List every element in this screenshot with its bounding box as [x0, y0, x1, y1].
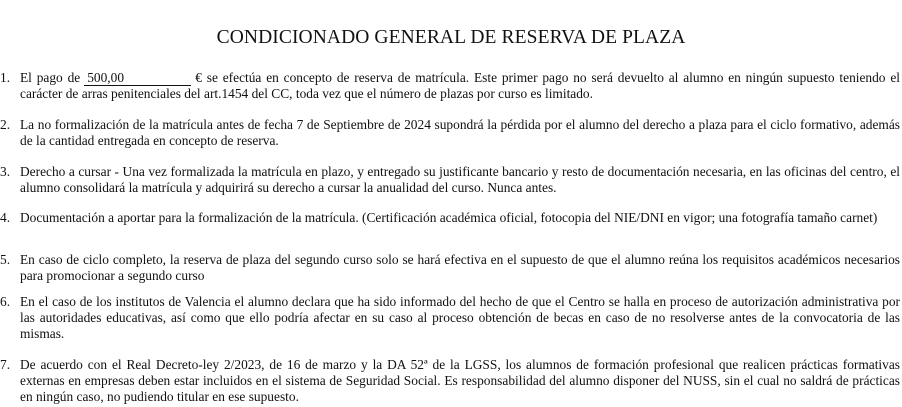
- payment-suffix: € se efectúa en concepto de reserva de matrícula. Este primer pago no será devuelto al alumno en ningún supuesto teniendo el carácter de arras penitenciales del art.1454 del CC, toda vez que el número de plazas por curso es limitado.: [20, 70, 900, 101]
- clause-4: [0, 210, 900, 226]
- clause-text: La no formalización de la matrícula antes de fecha 7 de Septiembre de 2024 supondrá la pérdida por el alumno del derecho a plaza para el ciclo formativo, además de la cantidad entregada en concepto de reserva.: [20, 117, 900, 148]
- clause-number: 5.: [0, 252, 11, 267]
- clause-number: 6.: [0, 294, 11, 309]
- document-title: CONDICIONADO GENERAL DE RESERVA DE PLAZA: [216, 27, 686, 48]
- clause-7: [0, 357, 900, 405]
- clause-number: 2.: [0, 117, 11, 132]
- clause-1: [0, 70, 900, 102]
- clause-text: De acuerdo con el Real Decreto-ley 2/2023, de 16 de marzo y la DA 52ª de la LGSS, los alumnos de formación profesional que realicen prácticas formativas externas en empresas deben estar incluidos en el sistema de Seguridad Social. Es responsabilidad del alumno disponer del NUSS, sin el cual no saldrá de prácticas en ningún caso, no pudiendo titular en ese supuesto.: [20, 357, 900, 404]
- clause-text: Derecho a cursar - Una vez formalizada la matrícula en plazo, y entregado su justificante bancario y resto de documentación necesaria, en las oficinas del centro, el alumno consolidará la matrícula y adquirirá su derecho a cursar la anualidad del curso. Nunca antes.: [20, 164, 900, 195]
- clause-text: [20, 70, 900, 102]
- clause-number: 7.: [0, 357, 11, 372]
- clause-6: [0, 294, 900, 342]
- clause-number: 1.: [0, 70, 11, 85]
- clause-text: En el caso de los institutos de Valencia el alumno declara que ha sido informado del hecho de que el Centro se halla en proceso de autorización administrativa por las autoridades educativas, así como que ello podría afectar en su caso al proceso obtención de becas en caso de no resolverse antes de la convocatoria de las mismas.: [20, 294, 900, 341]
- clause-3: [0, 164, 900, 196]
- clause-number: 3.: [0, 164, 11, 179]
- clause-5: [0, 252, 900, 284]
- clause-number: 4.: [0, 210, 11, 225]
- clause-text: En caso de ciclo completo, la reserva de plaza del segundo curso solo se hará efectiva en el supuesto de que el alumno reúna los requisitos académicos necesarios para promocionar a segundo curso: [20, 252, 900, 283]
- clause-text: Documentación a aportar para la formalización de la matrícula. (Certificación académica oficial, fotocopia del NIE/DNI en vigor; una fotografía tamaño carnet): [20, 210, 878, 225]
- clause-2: [0, 117, 900, 149]
- payment-amount-field: 500,00: [84, 71, 191, 86]
- payment-prefix: El pago de: [20, 70, 81, 85]
